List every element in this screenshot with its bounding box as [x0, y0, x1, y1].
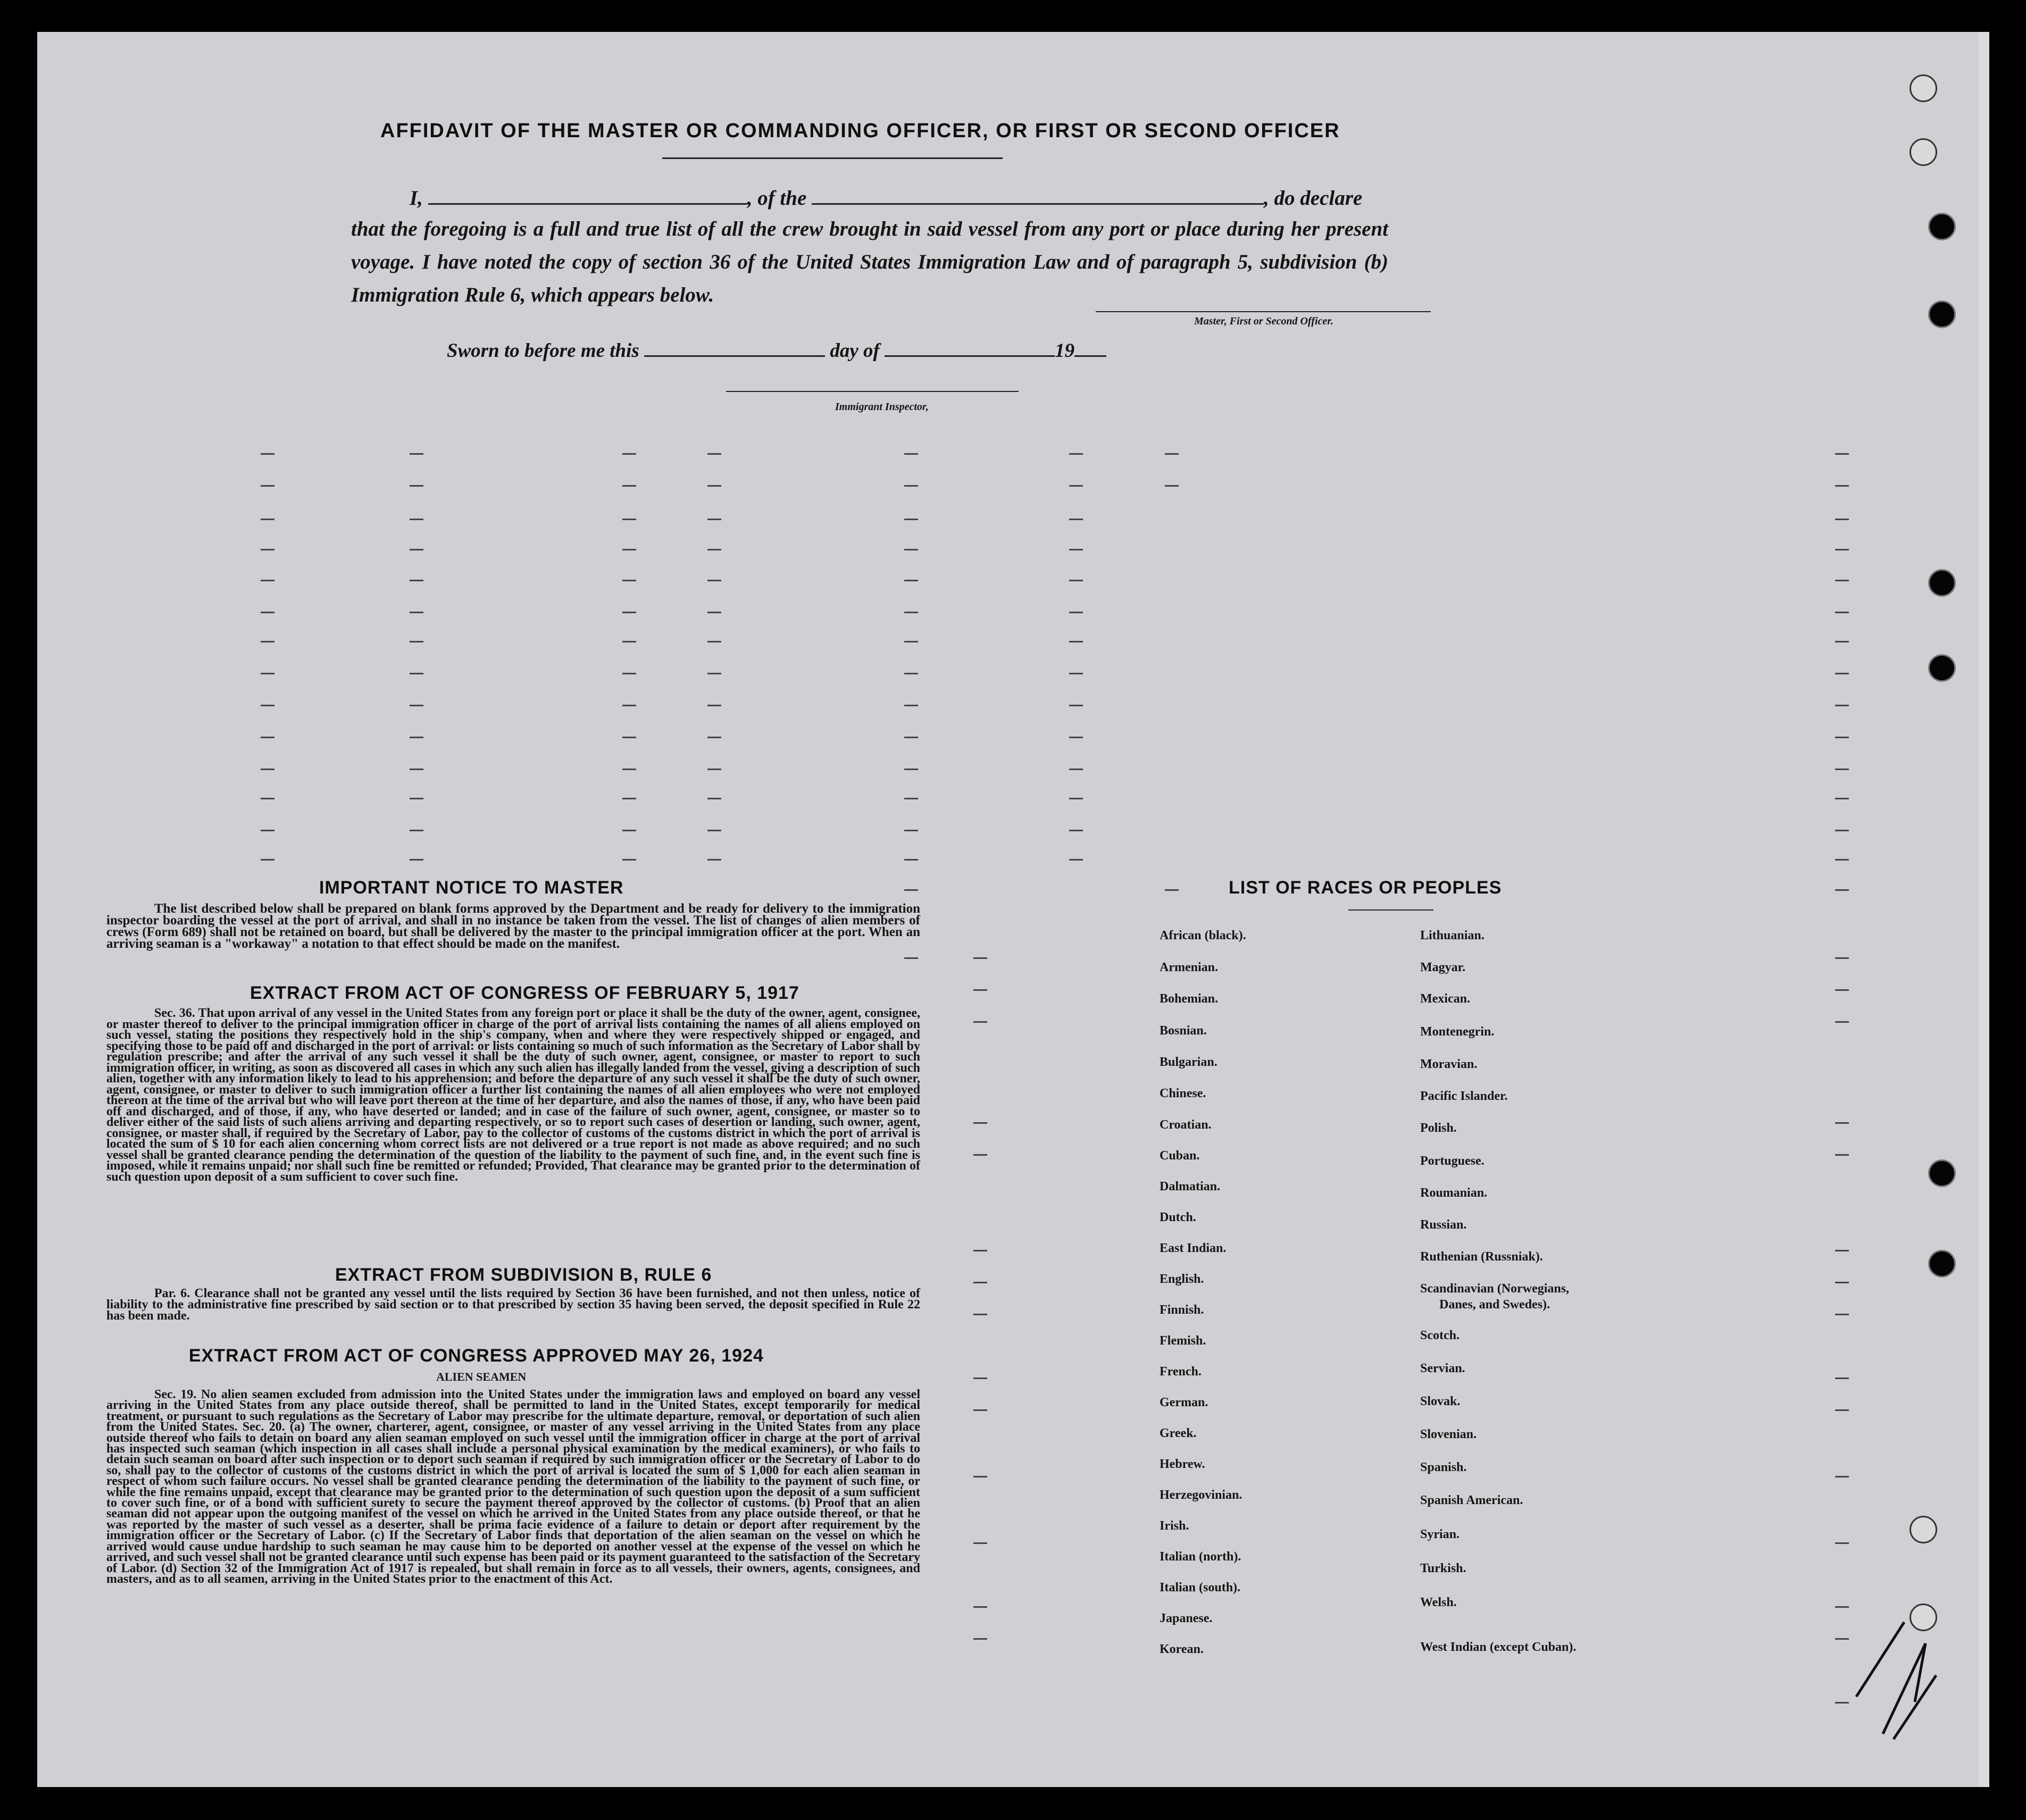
race-item: Greek. [1160, 1426, 1197, 1440]
race-item: West Indian (except Cuban). [1420, 1640, 1577, 1654]
race-item: Roumanian. [1420, 1186, 1488, 1200]
handwritten-mark-icon [1846, 1612, 1941, 1744]
race-item: French. [1160, 1365, 1202, 1379]
race-item: Pacific Islander. [1420, 1089, 1508, 1103]
race-item: Mexican. [1420, 992, 1470, 1006]
race-item: Chinese. [1160, 1087, 1206, 1100]
race-item: Syrian. [1420, 1527, 1460, 1541]
race-item: Spanish. [1420, 1460, 1467, 1474]
name-field[interactable] [428, 187, 747, 205]
extract-1924-subtitle: ALIEN SEAMEN [436, 1370, 527, 1383]
affidavit-body: that the foregoing is a full and true list of all the crew brought in said vessel from any port or place during her present voyage. I have noted the copy of section 36 of the United States Immigration Law and of paragraph 5, subdivision (b) Immigration Rule 6, which appears below. [351, 218, 1388, 306]
race-item: African (black). [1160, 929, 1246, 942]
do-declare-label: , do declare [1264, 187, 1363, 210]
punch-hole-icon [1928, 654, 1956, 682]
races-underline [1348, 909, 1433, 911]
race-item: Slovenian. [1420, 1427, 1477, 1441]
race-item: Irish. [1160, 1519, 1189, 1533]
race-item: Herzegovinian. [1160, 1488, 1243, 1502]
sworn-year-field[interactable] [1074, 339, 1106, 357]
race-item: Turkish. [1420, 1562, 1466, 1575]
race-item: Hebrew. [1160, 1457, 1205, 1471]
race-item: Bosnian. [1160, 1024, 1207, 1038]
extract-rule6-title: EXTRACT FROM SUBDIVISION B, RULE 6 [335, 1265, 712, 1285]
race-item: Scandinavian (Norwegians, [1420, 1282, 1570, 1296]
extract-1924-title: EXTRACT FROM ACT OF CONGRESS APPROVED MAY 26, 1924 [189, 1346, 764, 1366]
sworn-label: Sworn to before me this [447, 340, 639, 362]
race-item: Ruthenian (Russniak). [1420, 1250, 1543, 1264]
inspector-signature-line[interactable] [726, 391, 1019, 392]
race-item: Scotch. [1420, 1329, 1460, 1342]
race-item: Italian (north). [1160, 1550, 1241, 1564]
extract-1917-title: EXTRACT FROM ACT OF CONGRESS OF FEBRUARY 5, 1917 [250, 983, 799, 1003]
race-item: Moravian. [1420, 1057, 1478, 1071]
page-edge [1979, 32, 1989, 1787]
race-item: Bulgarian. [1160, 1055, 1218, 1069]
year-prefix: 19 [1055, 340, 1075, 362]
punch-hole-icon [1910, 1516, 1937, 1543]
race-item: Danes, and Swedes). [1439, 1298, 1550, 1312]
punch-hole-icon [1928, 569, 1956, 597]
race-item: Montenegrin. [1420, 1025, 1495, 1039]
vessel-field[interactable] [812, 187, 1264, 205]
sworn-day-field[interactable] [644, 339, 825, 357]
race-item: Servian. [1420, 1362, 1465, 1375]
race-item: Cuban. [1160, 1149, 1200, 1163]
race-item: Croatian. [1160, 1118, 1212, 1132]
affidavit-first-line [410, 186, 1362, 210]
punch-hole-icon [1928, 213, 1956, 240]
race-item: Korean. [1160, 1642, 1204, 1656]
race-item: Japanese. [1160, 1612, 1213, 1625]
races-title: LIST OF RACES OR PEOPLES [1229, 878, 1502, 898]
race-item: Portuguese. [1420, 1154, 1485, 1168]
race-item: Spanish American. [1420, 1493, 1523, 1507]
race-item: Russian. [1420, 1218, 1467, 1232]
punch-hole-icon [1910, 74, 1937, 102]
punch-hole-icon [1910, 138, 1937, 166]
punch-hole-icon [1928, 1159, 1956, 1187]
sworn-line [447, 339, 1106, 362]
race-item: Italian (south). [1160, 1581, 1241, 1594]
punch-hole-icon [1928, 1250, 1956, 1278]
extract-1917-text: Sec. 36. That upon arrival of any vessel in the United States from any foreign port or place it shall be the duty of the owner, agent, consignee, or master thereof to deliver to the principal immigration officer in charge of the port of arrival lists containing the names of all aliens employed on such vessel, stating the positions they respectively hold in the ship's company, when and where they were respectively shipped or engaged, and specifying those to be paid off and discharged in the port of arrival: or lists containing so much of such information as the Secretary of Labor shall by regulation prescribe; and after the arrival of any such vessel it shall be the duty of such owner, agent, consignee, or master to report to such immigration officer, in writing, as soon as discovered all cases in which any such alien has illegally landed from the vessel, giving a description of such alien, together with any information likely to lead to his apprehension; and before the departure of any such vessel it shall be the duty of such owner, agent, consignee, or master to deliver to such immigration officer a further list containing the names of all alien employees who were not employed thereon at the time of the arrival but who will leave port thereon at the time of her departure, and also the names of those, if any, who have been paid off and discharged, and of those, if any, who have deserted or landed; and in case of the failure of such owner, agent, consignee, or master so to deliver either of the said lists of such aliens arriving and departing respectively, or so to report such cases of desertion or landing, such owner, agent, consignee, or master shall, if required by the Secretary of Labor, pay to the collector of customs of the customs district in which the port of arrival is located the sum of $ 10 for each alien concerning whom correct lists are not delivered or a true report is not made as above required; and no such vessel shall be granted clearance pending the determination of the question of the liability to the payment of such fine, and, in the event such fine is imposed, while it remains unpaid; nor shall such fine be remitted or refunded; Provided, That clearance may be granted prior to the determination of such question upon deposit of a sum sufficient to cover such fine. [106, 1006, 920, 1184]
race-item: Armenian. [1160, 961, 1218, 974]
race-item: Dalmatian. [1160, 1180, 1220, 1193]
race-item: Bohemian. [1160, 992, 1219, 1006]
sworn-month-field[interactable] [885, 339, 1055, 357]
signature-line[interactable] [1096, 311, 1431, 312]
race-item: Welsh. [1420, 1596, 1457, 1609]
race-item: English. [1160, 1272, 1204, 1286]
extract-1924-text: Sec. 19. No alien seamen excluded from admission into the United States under the immigration laws and employed on board any vessel arriving in the United States from any place outside thereof, shall be permitted to land in the United States, except temporarily for medical treatment, or pursuant to such regulations as the Secretary of Labor may prescribe for the ultimate departure, removal, or deportation of such alien from the United States. Sec. 20. (a) The owner, charterer, agent, consignee, or master of any vessel arriving in the United States from any place outside thereof who fails to detain on board any alien seaman employed on such vessel until the immigration officer in charge at the port of arrival has inspected such seaman (which inspection in all cases shall include a personal physical examination by the medical examiners), or who fails to detain such seaman on board after such inspection or to deport such seaman if required by such immigration officer or the Secretary of Labor to do so, shall pay to the collector of customs of the customs district in which the port of arrival is located the sum of $ 1,000 for each alien seaman in respect of whom such failure occurs. No vessel shall be granted clearance pending the determination of the liability to the payment of such fine, or while the fine remains unpaid, except that clearance may be granted prior to the determination of such question upon the deposit of a sum sufficient to cover such fine, or of a bond with sufficient surety to secure the payment thereof approved by the collector of customs. (b) Proof that an alien seaman did not appear upon the outgoing manifest of the vessel on which he arrived in the United States from any place outside thereof, or that he was reported by the master of such vessel as a deserter, shall be prima facie evidence of a failure to detain or deport after requirement by the immigration officer or the Secretary of Labor. (c) If the Secretary of Labor finds that deportation of the alien seaman on the vessel on which he arrived would cause undue hardship to such seaman he may cause him to be deported on another vessel at the expense of the vessel on which he arrived, and such vessel shall not be granted clearance until such expense has been paid or its payment guaranteed to the satisfaction of the Secretary of Labor. (d) Section 32 of the Immigration Act of 1917 is repealed, but shall remain in force as to all vessels, their owners, agents, consignees, and masters, and as to all seamen, arriving in the United States prior to the enactment of this Act. [106, 1388, 920, 1586]
i-label: I, [410, 187, 423, 210]
inspector-caption: Immigrant Inspector, [835, 401, 929, 413]
document-page [37, 32, 1984, 1787]
title-underline [662, 157, 1003, 159]
race-item: German. [1160, 1396, 1208, 1409]
notice-text: The list described below shall be prepared on blank forms approved by the Department and be ready for delivery to the immigration inspector boarding the vessel at the port of arrival, and shall in no instance be taken from the vessel. The list of changes of alien members of crews (Form 689) shall not be retained on board, but shall be delivered by the master to the principal immigration officer at the port. When an arriving seaman is a "workaway" a notation to that effect should be made on the manifest. [106, 901, 920, 951]
punch-hole-icon [1910, 1604, 1937, 1631]
race-item: Lithuanian. [1420, 929, 1485, 942]
race-item: Dutch. [1160, 1210, 1196, 1224]
race-item: Finnish. [1160, 1303, 1204, 1317]
day-of-label: day of [830, 340, 880, 362]
race-item: Polish. [1420, 1121, 1457, 1135]
punch-hole-icon [1928, 300, 1956, 328]
race-item: Flemish. [1160, 1334, 1206, 1348]
race-item: Magyar. [1420, 961, 1466, 974]
race-item: East Indian. [1160, 1241, 1227, 1255]
extract-rule6-text: Par. 6. Clearance shall not be granted any vessel until the lists required by Section 36 have been furnished, and not then unless, notice of liability to the administrative fine prescribed by said section or to that prescribed by section 35 having been served, the deposit specified in Rule 22 has been made. [106, 1287, 920, 1323]
of-the-label: , of the [747, 187, 807, 210]
signature-caption: Master, First or Second Officer. [1194, 315, 1333, 327]
notice-title: IMPORTANT NOTICE TO MASTER [319, 878, 624, 898]
race-item: Slovak. [1420, 1395, 1461, 1408]
affidavit-title: AFFIDAVIT OF THE MASTER OR COMMANDING OFFICER, OR FIRST OR SECOND OFFICER [380, 120, 1340, 142]
